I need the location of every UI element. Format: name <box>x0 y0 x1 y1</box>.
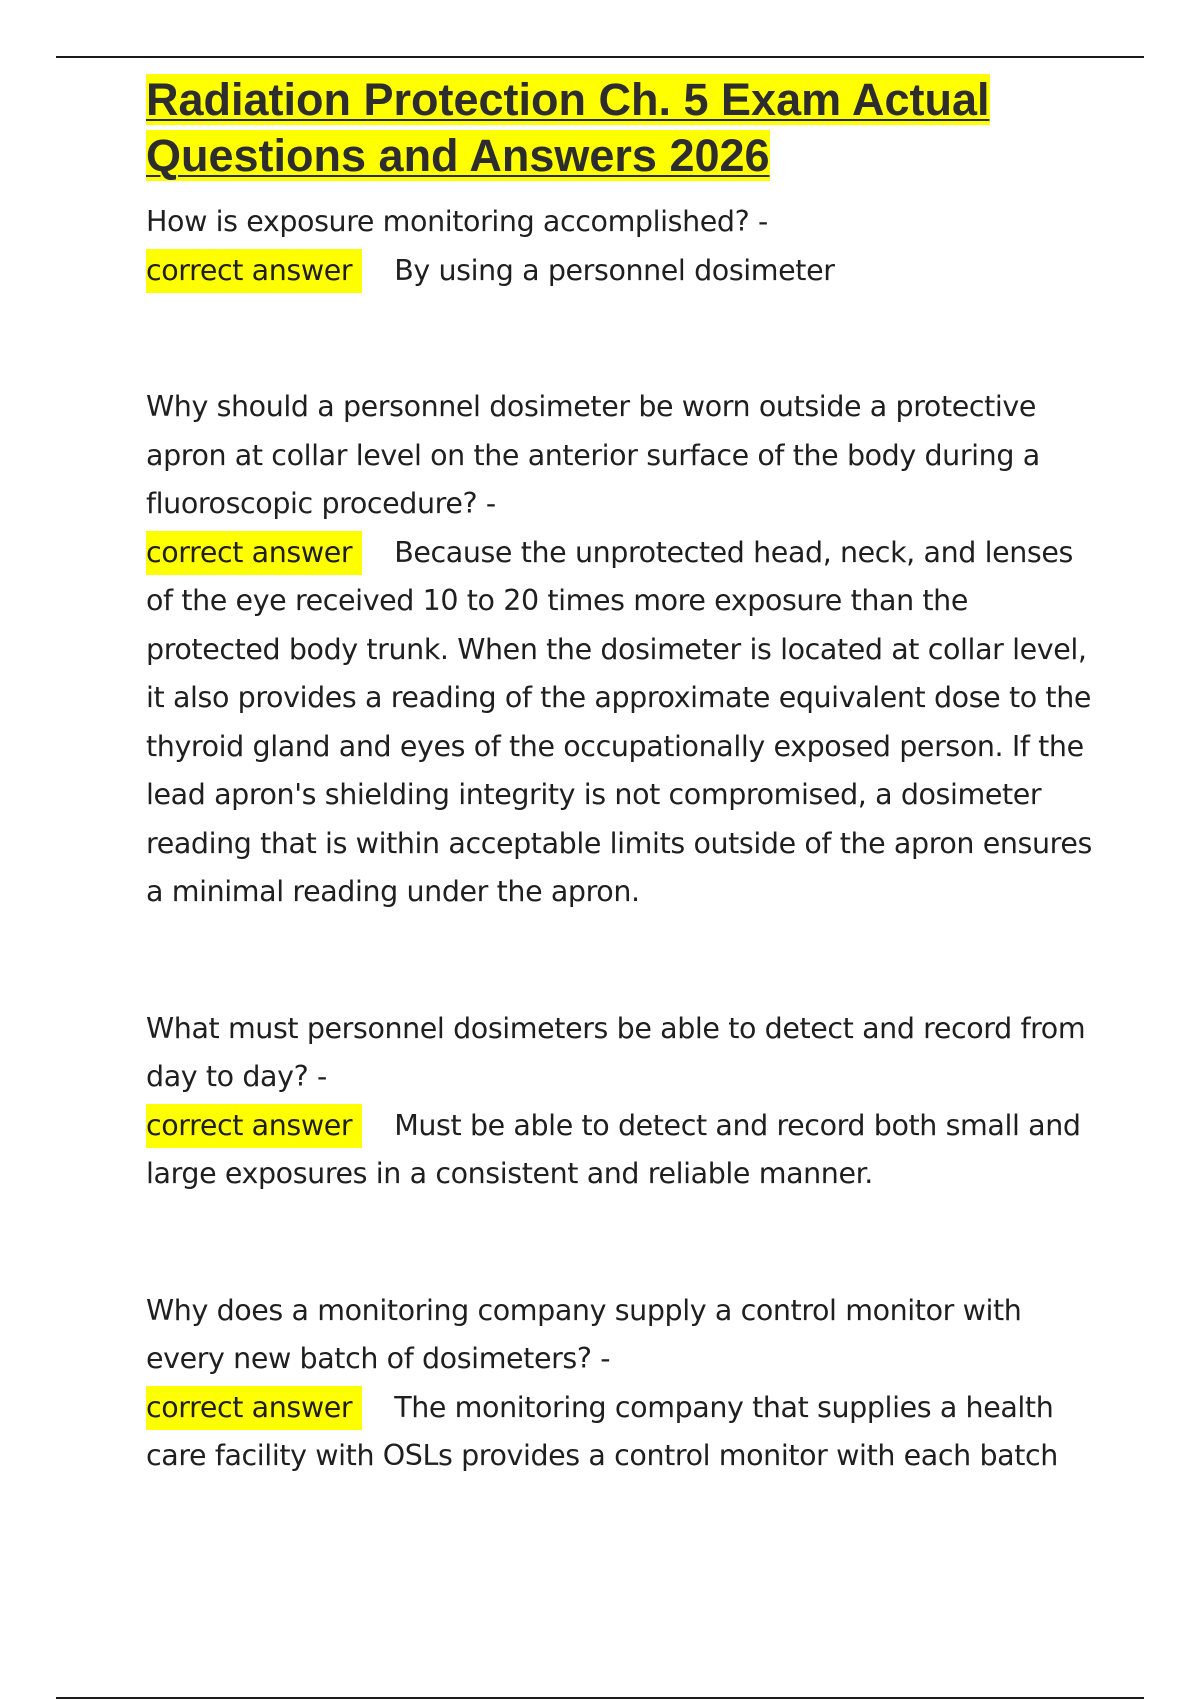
question-3: What must personnel dosimeters be able to detect and record from day to day? - <box>146 1011 1086 1093</box>
answer-1 <box>146 247 1096 296</box>
answer-3 <box>146 1102 1096 1199</box>
document-title-text: Radiation Protection Ch. 5 Exam Actual Questions and Answers 2026 <box>146 74 990 181</box>
answer-text-4: The monitoring company that supplies a health care facility with OSLs provides a control monitor with each batch <box>146 1390 1058 1472</box>
answer-text-3: Must be able to detect and record both small and large exposures in a consistent and reliable manner. <box>146 1108 1081 1190</box>
document-title <box>146 72 1096 184</box>
qa-item-1 <box>146 198 1096 295</box>
answer-label-2: correct answer <box>146 531 362 575</box>
answer-label-1: correct answer <box>146 249 362 293</box>
answer-4 <box>146 1384 1096 1481</box>
answer-label-4: correct answer <box>146 1386 362 1430</box>
question-2: Why should a personnel dosimeter be worn outside a protective apron at collar level on the anterior surface of the body during a fluoroscopic procedure? - <box>146 390 1040 520</box>
qa-item-2 <box>146 383 1096 917</box>
answer-2 <box>146 529 1096 917</box>
question-4: Why does a monitoring company supply a control monitor with every new batch of dosimeters? - <box>146 1293 1022 1375</box>
qa-item-3 <box>146 1005 1096 1199</box>
qa-item-4 <box>146 1287 1096 1481</box>
answer-text-2: Because the unprotected head, neck, and lenses of the eye received 10 to 20 times more exposure than the protected body trunk. When the dosimeter is located at collar level, it also provides a reading of the approximate equivalent dose to the thyroid gland and eyes of the occupationally exposed person. If the lead apron's shielding integrity is not compromised, a dosimeter reading that is within acceptable limits outside of the apron ensures a minimal reading under the apron. <box>146 535 1092 908</box>
answer-label-3: correct answer <box>146 1104 362 1148</box>
document-body <box>146 72 1096 1481</box>
answer-text-1: By using a personnel dosimeter <box>394 253 835 287</box>
footer-rule <box>56 1697 1144 1699</box>
question-1: How is exposure monitoring accomplished? - <box>146 205 768 238</box>
header-rule <box>56 56 1144 58</box>
